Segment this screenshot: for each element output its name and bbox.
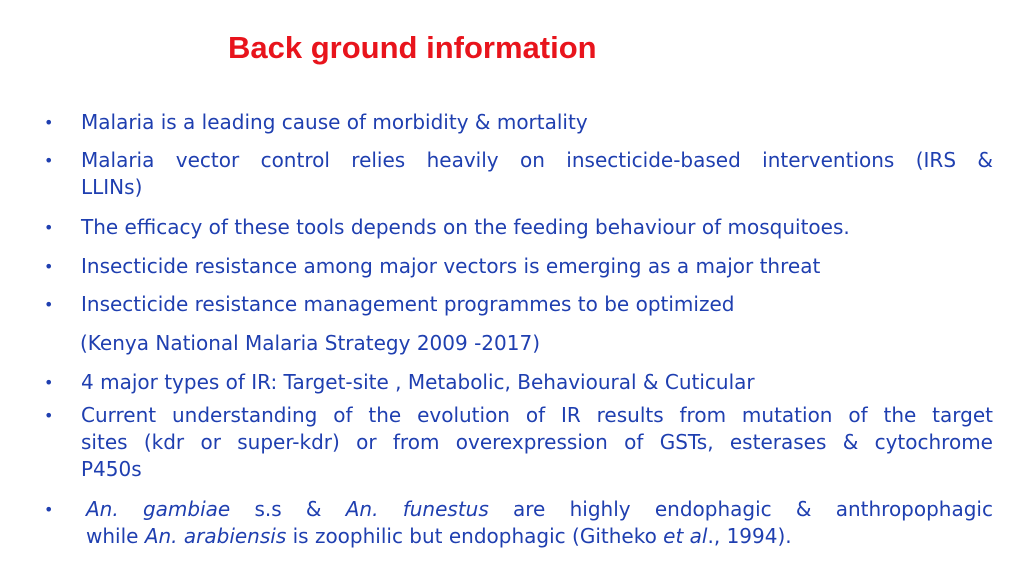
bullet-text-line [86, 523, 993, 550]
bullet-text: Insecticide resistance among major vectors is emerging as a major threat [81, 254, 821, 278]
text-segment: while [86, 524, 145, 548]
text-segment: are highly endophagic & anthropophagic [488, 497, 993, 521]
bullet-icon: • [44, 257, 54, 276]
bullet-text-line: LLINs) [81, 175, 143, 199]
bullet-text-line: P450s [81, 457, 142, 481]
bullet-icon: • [44, 113, 54, 132]
text-segment: is zoophilic but endophagic (Githeko [286, 524, 664, 548]
bullet-text: Insecticide resistance management programmes to be optimized [81, 292, 735, 316]
text-segment: ., 1994). [707, 524, 792, 548]
bullet-text [86, 496, 993, 550]
citation-et-al: et al [663, 524, 708, 548]
bullet-icon: • [44, 373, 54, 392]
bullet-text [81, 147, 993, 201]
bullet-icon: • [44, 500, 54, 519]
bullet-text [81, 402, 993, 483]
slide-title: Back ground information [228, 30, 597, 65]
species-name: An. gambiae [86, 497, 231, 521]
species-name: An. arabiensis [144, 524, 287, 548]
bullet-text-line: sites (kdr or super-kdr) or from overexpression of GSTs, esterases & cytochrome [81, 430, 993, 454]
bullet-text-line [86, 496, 993, 523]
bullet-text: Malaria is a leading cause of morbidity & mortality [81, 110, 588, 134]
bullet-icon: • [44, 406, 54, 425]
bullet-icon: • [44, 295, 54, 314]
bullet-icon: • [44, 151, 54, 170]
bullet-text-line: Malaria vector control relies heavily on insecticide-based interventions (IRS & [81, 148, 993, 172]
source-note: (Kenya National Malaria Strategy 2009 -2017) [80, 331, 540, 355]
text-segment: s.s & [230, 497, 346, 521]
species-name: An. funestus [345, 497, 489, 521]
bullet-text: 4 major types of IR: Target-site , Metabolic, Behavioural & Cuticular [81, 370, 755, 394]
bullet-text-line: Current understanding of the evolution of IR results from mutation of the target [81, 403, 993, 427]
bullet-text: The efficacy of these tools depends on the feeding behaviour of mosquitoes. [81, 215, 850, 239]
bullet-icon: • [44, 218, 54, 237]
